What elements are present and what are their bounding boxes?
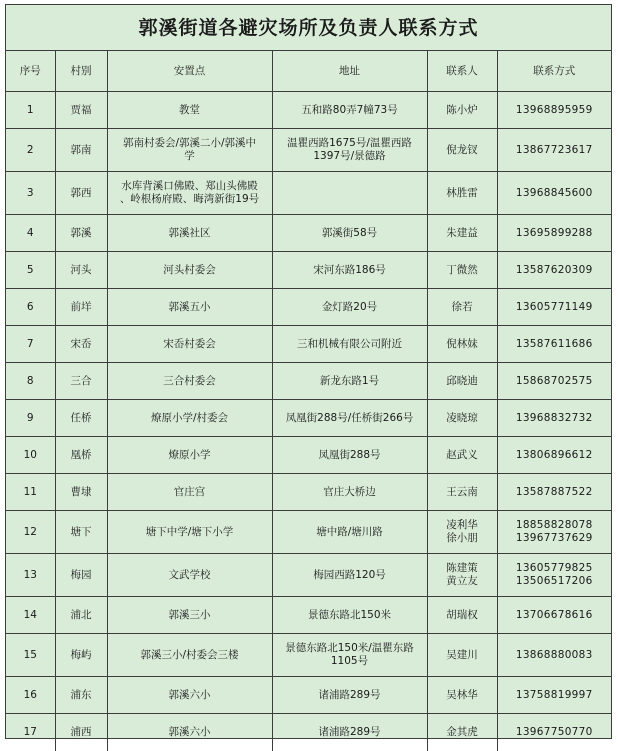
cell-address: 塘中路/塘川路: [272, 511, 427, 554]
col-header-no: 序号: [6, 51, 55, 92]
cell-site: 郭溪三小/村委会三楼: [107, 634, 272, 677]
cell-phone: 13587620309: [497, 252, 611, 289]
cell-address: 官庄大桥边: [272, 474, 427, 511]
cell-site: 文武学校: [107, 554, 272, 597]
cell-contact: 凌晓琼: [427, 400, 497, 437]
table-row: [6, 363, 611, 400]
cell-village: 三合: [55, 363, 107, 400]
cell-village: 浦东: [55, 677, 107, 714]
cell-no: 12: [6, 511, 55, 554]
cell-contact: 倪林妹: [427, 326, 497, 363]
cell-contact: 吴建川: [427, 634, 497, 677]
table-row: [6, 437, 611, 474]
cell-phone: 13587611686: [497, 326, 611, 363]
table-row: [6, 511, 611, 554]
cell-village: 浦西: [55, 714, 107, 751]
cell-address: 金灯路20号: [272, 289, 427, 326]
cell-no: 1: [6, 92, 55, 129]
cell-no: 7: [6, 326, 55, 363]
table-row: [6, 92, 611, 129]
cell-village: 梅园: [55, 554, 107, 597]
table-row: [6, 554, 611, 597]
col-header-contact: 联系人: [427, 51, 497, 92]
cell-contact: 陈建策 黄立友: [427, 554, 497, 597]
cell-site: 郭溪六小: [107, 677, 272, 714]
cell-phone: 13706678616: [497, 597, 611, 634]
cell-village: 梅屿: [55, 634, 107, 677]
cell-village: 凰桥: [55, 437, 107, 474]
cell-address: 诸浦路289号: [272, 677, 427, 714]
cell-address: 诸浦路289号: [272, 714, 427, 751]
table-row: [6, 172, 611, 215]
cell-village: 曹埭: [55, 474, 107, 511]
cell-address: 三和机械有限公司附近: [272, 326, 427, 363]
cell-contact: 朱建益: [427, 215, 497, 252]
cell-address: 景德东路北150米/温瞿东路 1105号: [272, 634, 427, 677]
table-row: [6, 714, 611, 751]
cell-address: 温瞿西路1675号/温瞿西路 1397号/景德路: [272, 129, 427, 172]
cell-contact: 王云南: [427, 474, 497, 511]
table-row: [6, 597, 611, 634]
cell-no: 16: [6, 677, 55, 714]
cell-site: 教堂: [107, 92, 272, 129]
cell-contact: 倪龙钗: [427, 129, 497, 172]
cell-phone: 13605779825 13506517206: [497, 554, 611, 597]
cell-phone: 13868880083: [497, 634, 611, 677]
cell-address: [272, 172, 427, 215]
cell-site: 河头村委会: [107, 252, 272, 289]
cell-village: 浦北: [55, 597, 107, 634]
table-row: [6, 252, 611, 289]
cell-phone: 13867723617: [497, 129, 611, 172]
contact-sheet: [5, 4, 612, 739]
cell-site: 官庄宫: [107, 474, 272, 511]
cell-site: 郭溪五小: [107, 289, 272, 326]
cell-contact: 徐若: [427, 289, 497, 326]
page-title: 郭溪街道各避灾场所及负责人联系方式: [6, 5, 611, 51]
cell-village: 前垟: [55, 289, 107, 326]
shelter-table: [6, 51, 611, 751]
table-row: [6, 289, 611, 326]
cell-address: 五和路80弄7幢73号: [272, 92, 427, 129]
cell-no: 3: [6, 172, 55, 215]
cell-village: 任桥: [55, 400, 107, 437]
cell-site: 郭溪社区: [107, 215, 272, 252]
cell-village: 河头: [55, 252, 107, 289]
cell-site: 燎原小学/村委会: [107, 400, 272, 437]
cell-village: 郭西: [55, 172, 107, 215]
cell-contact: 赵武义: [427, 437, 497, 474]
cell-site: 燎原小学: [107, 437, 272, 474]
cell-phone: 13968895959: [497, 92, 611, 129]
table-row: [6, 215, 611, 252]
cell-address: 凤凰街288号: [272, 437, 427, 474]
cell-no: 4: [6, 215, 55, 252]
cell-site: 郭南村委会/郭溪二小/郭溪中 学: [107, 129, 272, 172]
cell-site: 三合村委会: [107, 363, 272, 400]
table-row: [6, 400, 611, 437]
cell-no: 11: [6, 474, 55, 511]
cell-site: 水库背溪口佛殿、郑山头佛殿 、岭根杨府殿、晦湾新街19号: [107, 172, 272, 215]
cell-site: 塘下中学/塘下小学: [107, 511, 272, 554]
cell-address: 郭溪街58号: [272, 215, 427, 252]
cell-contact: 胡瑞权: [427, 597, 497, 634]
cell-no: 8: [6, 363, 55, 400]
cell-phone: 13587887522: [497, 474, 611, 511]
cell-site: 宋岙村委会: [107, 326, 272, 363]
cell-site: 郭溪三小: [107, 597, 272, 634]
cell-no: 17: [6, 714, 55, 751]
cell-phone: 13968832732: [497, 400, 611, 437]
cell-no: 10: [6, 437, 55, 474]
col-header-site: 安置点: [107, 51, 272, 92]
table-row: [6, 129, 611, 172]
cell-no: 13: [6, 554, 55, 597]
table-row: [6, 474, 611, 511]
cell-phone: 18858828078 13967737629: [497, 511, 611, 554]
cell-address: 新龙东路1号: [272, 363, 427, 400]
cell-address: 凤凰街288号/任桥街266号: [272, 400, 427, 437]
cell-contact: 吴林华: [427, 677, 497, 714]
cell-phone: 13968845600: [497, 172, 611, 215]
cell-address: 宋河东路186号: [272, 252, 427, 289]
table-row: [6, 677, 611, 714]
header-row: [6, 51, 611, 92]
cell-no: 6: [6, 289, 55, 326]
cell-no: 5: [6, 252, 55, 289]
cell-village: 郭南: [55, 129, 107, 172]
cell-no: 9: [6, 400, 55, 437]
cell-phone: 13967750770: [497, 714, 611, 751]
col-header-address: 地址: [272, 51, 427, 92]
cell-no: 2: [6, 129, 55, 172]
cell-village: 宋岙: [55, 326, 107, 363]
cell-address: 梅园西路120号: [272, 554, 427, 597]
cell-phone: 13806896612: [497, 437, 611, 474]
cell-phone: 15868702575: [497, 363, 611, 400]
cell-no: 15: [6, 634, 55, 677]
cell-no: 14: [6, 597, 55, 634]
cell-contact: 丁微然: [427, 252, 497, 289]
cell-phone: 13695899288: [497, 215, 611, 252]
cell-contact: 林胜雷: [427, 172, 497, 215]
cell-phone: 13605771149: [497, 289, 611, 326]
cell-address: 景德东路北150米: [272, 597, 427, 634]
col-header-village: 村别: [55, 51, 107, 92]
cell-contact: 凌利华 徐小朋: [427, 511, 497, 554]
cell-contact: 陈小炉: [427, 92, 497, 129]
table-row: [6, 326, 611, 363]
col-header-phone: 联系方式: [497, 51, 611, 92]
cell-village: 郭溪: [55, 215, 107, 252]
cell-phone: 13758819997: [497, 677, 611, 714]
cell-village: 塘下: [55, 511, 107, 554]
cell-village: 贾福: [55, 92, 107, 129]
cell-site: 郭溪六小: [107, 714, 272, 751]
cell-contact: 金其虎: [427, 714, 497, 751]
cell-contact: 邱晓迪: [427, 363, 497, 400]
table-row: [6, 634, 611, 677]
